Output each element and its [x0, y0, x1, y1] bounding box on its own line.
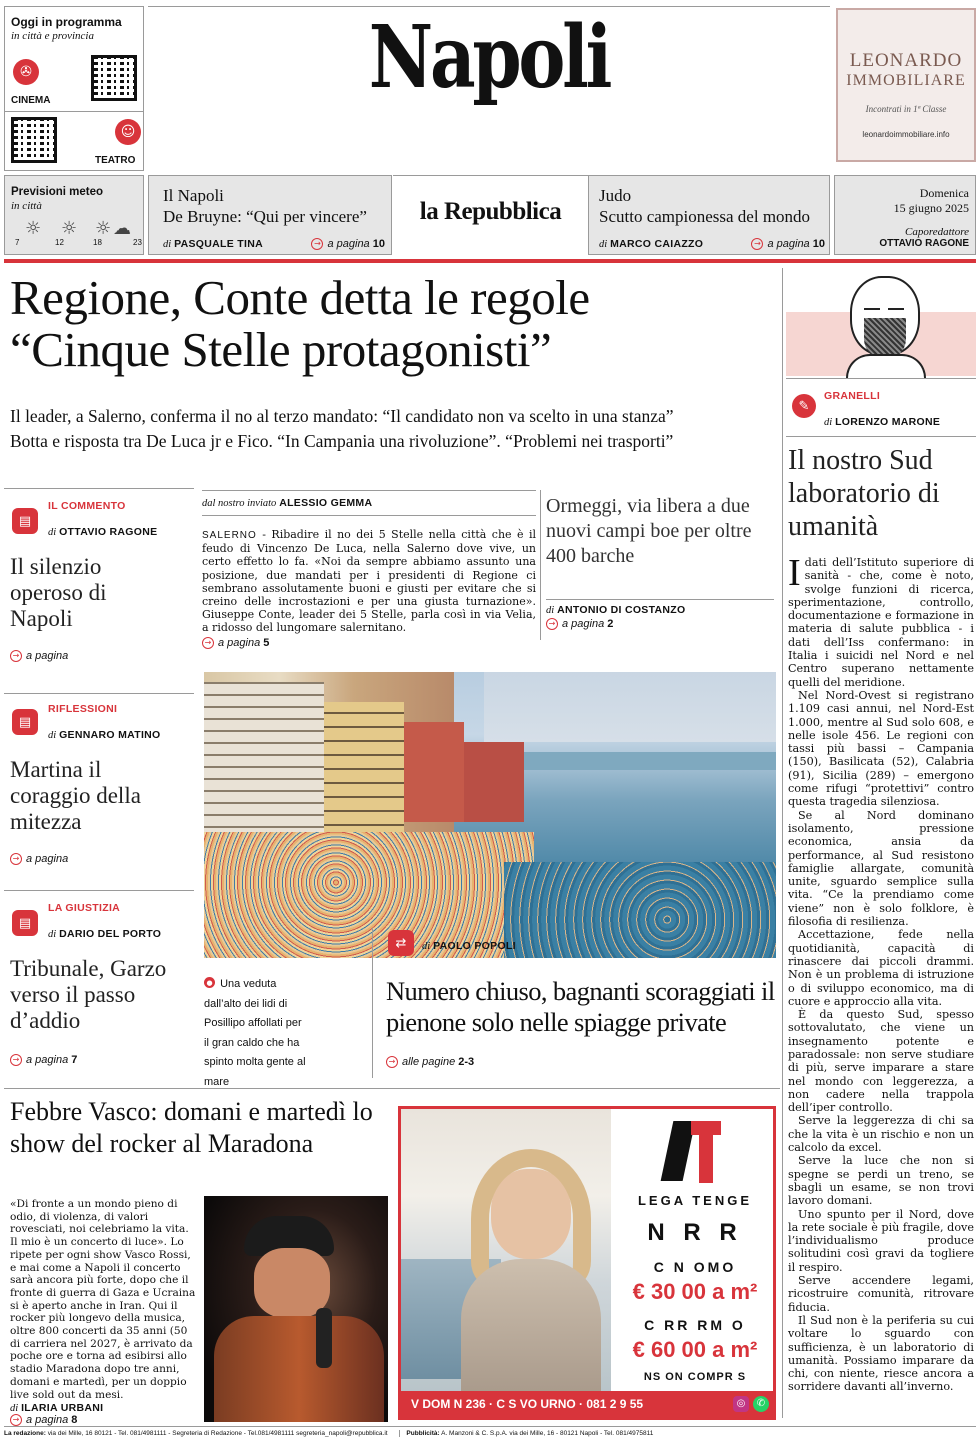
teaser-headline: De Bruyne: “Qui per vincere”	[163, 207, 367, 226]
repubblica-logo[interactable]: la Repubblica	[419, 198, 562, 225]
ad-price: € 30 00 a m²	[632, 1279, 758, 1304]
ad-lega-tenge[interactable]	[398, 1106, 776, 1420]
vasco-page-link[interactable]: → a pagina 8	[10, 1414, 196, 1426]
ad-leonardo-brand2: IMMOBILIARE	[846, 72, 966, 89]
ormeggi-article[interactable]	[546, 490, 774, 630]
ad-line: C RR RM O	[644, 1317, 746, 1333]
teaser-page-link[interactable]: → a pagina 10	[751, 238, 825, 250]
pen-icon: ✎	[792, 394, 816, 418]
author-portrait	[842, 268, 928, 376]
ad-line: C N OMO	[653, 1259, 737, 1275]
meteo-subtitle: in città	[11, 200, 42, 212]
vasco-photo	[204, 1196, 388, 1422]
vasco-headline: Febbre Vasco: domani e martedì lo show del rocker al Maradona	[10, 1097, 373, 1158]
teaser-napoli[interactable]	[148, 175, 392, 255]
programma-title: Oggi in programma	[11, 15, 122, 29]
teaser-headline: Scutto campionessa del mondo	[599, 207, 811, 226]
meteo-temp: 12	[55, 238, 64, 247]
right-column-divider	[782, 268, 783, 1418]
editor-name: OTTAVIO RAGONE	[879, 238, 969, 249]
cinema-label[interactable]: CINEMA	[11, 95, 51, 106]
lead-article[interactable]	[202, 490, 536, 649]
teaser-byline: di PASQUALE TINA	[163, 238, 263, 250]
granelli-tag: GRANELLI	[824, 390, 881, 402]
ad-leonardo-url: leonardoimmobiliare.info	[862, 130, 950, 139]
granelli-byline: di LORENZO MARONE	[824, 416, 941, 428]
lead-article-text: SALERNO - Ribadire il no dei 5 Stelle nella città che è il feudo di Vincenzo De Luca, nella Salerno dove vive, un certo effetto lo fa. «Noi da sempre abbiamo assunto una posizione, due mandati per i presidenti di Regione ci sembrano assolutamente buoni e giusti per evitare che si creino delle incrostazioni e per una giusta turnazione». Giuseppe Conte, leader dei 5 Stelle, parla così in via Velia, a ridosso del lungomare salernitano.	[202, 528, 536, 635]
column-divider	[540, 490, 541, 640]
meteo-box	[4, 175, 144, 255]
teatro-icon[interactable]: ☺	[115, 119, 141, 145]
sun-icon: ☼	[25, 218, 42, 239]
opinion-byline: di GENNARO MATINO	[48, 729, 161, 741]
granelli-headline: Il nostro Sud laboratorio di umanità	[788, 445, 940, 542]
lead-inviato: dal nostro inviato ALESSIO GEMMA	[202, 497, 373, 509]
footer-redazione: via dei Mille, 16 80121 - Tel. 081/4981111 - Segreteria di Redazione - Tel.081/4981111 segreteria_napoli@repubblica.it	[47, 1430, 388, 1437]
meteo-title: Previsioni meteo	[11, 186, 104, 198]
opinion-item[interactable]	[4, 890, 194, 1083]
teatro-qr-code[interactable]	[11, 117, 57, 163]
cloud-sun-icon: ☁	[113, 218, 131, 239]
date-day: Domenica	[919, 186, 969, 200]
ad-footer: V DOM N 236 · C S VO URNO · 081 2 9 55	[401, 1391, 773, 1417]
teaser-judo[interactable]	[588, 175, 830, 255]
ad-price: € 60 00 a m²	[632, 1337, 758, 1362]
whatsapp-icon[interactable]: ✆	[753, 1396, 769, 1412]
opinion-title: Martina il coraggio della mitezza	[10, 757, 141, 834]
vasco-body	[10, 1198, 196, 1426]
opinion-title: Tribunale, Garzo verso il passo d’addio	[10, 956, 167, 1033]
opinion-title: Il silenzio operoso di Napoli	[10, 554, 107, 631]
date-box	[834, 175, 976, 255]
lega-tenge-logo	[663, 1117, 725, 1187]
sun-icon: ☼	[95, 218, 112, 239]
vasco-article[interactable]	[10, 1096, 390, 1160]
lead-sub2: Botta e risposta tra De Luca jr e Fico. “In Campania una rivoluzione”. “Problemi nei trasporti”	[10, 431, 674, 451]
bagnanti-headline: Numero chiuso, bagnanti scoraggiati il pienone solo nelle spiagge private	[386, 976, 775, 1037]
link-icon: ⇄	[388, 930, 414, 956]
teatro-label[interactable]: TEATRO	[95, 155, 136, 166]
opinion-item[interactable]	[4, 693, 194, 893]
ormeggi-page-link[interactable]: → a pagina 2	[546, 618, 774, 630]
column-divider	[372, 928, 373, 1078]
editor-role: Caporedattore	[905, 226, 969, 238]
section-divider	[4, 1088, 780, 1089]
ad-leonardo[interactable]	[836, 8, 976, 162]
opinion-page-link[interactable]: → a pagina	[10, 853, 68, 865]
vasco-byline: di ILARIA URBANI	[10, 1402, 104, 1415]
bagnanti-page-link[interactable]: → alle pagine 2-3	[386, 1056, 474, 1068]
teaser-byline: di MARCO CAIAZZO	[599, 238, 704, 250]
ormeggi-headline: Ormeggi, via libera a due nuovi campi boe per oltre 400 barche	[546, 495, 752, 567]
teaser-section: Judo	[599, 186, 632, 205]
sun-icon: ☼	[61, 218, 78, 239]
ad-line: NS ON COMPR S	[643, 1371, 747, 1383]
lead-subheadline	[10, 404, 785, 454]
opinion-column	[4, 488, 194, 1083]
opinion-tag: LA GIUSTIZIA	[48, 902, 121, 914]
ad-leonardo-slogan: Incontrati in 1ª Classe	[865, 104, 947, 114]
masthead-box	[148, 6, 830, 171]
granelli-text: Idati dell’Istituto superiore di sanità - che, come è noto, svolge funzioni di ricerca, sperimentazione, controllo, documentazione e formazione in materia di salute pubblica - i dati dell’Iss confermano: in Italia i suicidi nel Nord e nel Centro superano nettamente quelli del meridione. Nel Nord-Ovest si registrano 1.109 casi annui, nel Nord-Est 1.000, mentre al Sud solo 608, e nelle isole 456. Le regioni con tassi più bassi – Campania (150), Basilicata (52), Calabria (91), Sicilia (289) – emergono come rifugi “protettivi” contro questa tragedia silenziosa. Se al Nord dominano isolamento, pressione economica, ansia da performance, al Sud resistono famiglie allargate, comunità unite, sguardo semplice sulla vita. “Ce la prendiamo come viene” non è solo folklore, è filosofia di resilienza. Accettazione, fede nella quotidianità, capacità di rinascere dai piccoli drammi. Non è un problema di istruzione o di sviluppo economico, ma di cuore e approccio alla vita. È da questo Sud, spesso sottovalutato, che viene un insegnamento potente e paradossale: non serve studiare di più, serve imparare a stare nel mondo con leggerezza, a non cadere nella trappola dell’iper controllo. Serve la leggerezza di chi sa che la vita è un rischio e non un calcolo da excel. Serve la luce che non si spegne se perdi un treno, se sbagli un esame, se non trovi lavoro domani. Uno spunto per il Nord, dove la rete sociale è più fragile, dove l’individualismo produce solitudini così gravi da togliere il respiro. Serve accendere legami, ricostruire comunità, ritrovare fiducia. Il Sud non è la periferia su cui voltare lo sguardo con sufficienza, è un laboratorio di umanità. Possiamo imparare da chi, con niente, riesce ancora a sorridere davanti all’inverno.	[788, 552, 974, 1394]
teaser-page-link[interactable]: → a pagina 10	[311, 238, 385, 250]
vasco-text: «Di fronte a un mondo pieno di odio, di violenza, di valori rovesciati, noi celebriamo la vita. Il mio è un concerto di luce». Lo ripete per ogni show Vasco Rossi, e mai come a Napoli il concerto sarà ancora più forte, dopo che il fronte di guerra di Gaza e Ucraina si è aperto anche in Iran. Qui il rocker più longevo della musica, oltre 800 concerti da 35 anni (50 di carriera nel 2027, è arrivato da poche ore e torna ad esibirsi allo stadio Maradona dopo tre anni, domani e martedì, per un doppio live sold out da mesi.	[10, 1198, 196, 1401]
lead-headline[interactable]	[10, 272, 780, 376]
lega-tenge-brand: LEGA TENGE	[637, 1193, 753, 1208]
lead-headline-line1: Regione, Conte detta le regole	[10, 270, 590, 325]
programma-subtitle: in città e provincia	[11, 30, 94, 42]
ad-leonardo-brand: LEONARDO	[849, 50, 963, 71]
opinion-tag: RIFLESSIONI	[48, 703, 118, 715]
comment-icon: ▤	[12, 508, 38, 534]
opinion-byline: di OTTAVIO RAGONE	[48, 526, 158, 538]
opinion-item[interactable]	[4, 488, 194, 688]
meteo-temp: 7	[15, 238, 20, 247]
red-rule	[4, 259, 976, 263]
footer-pubblicita: A. Manzoni & C. S.p.A. via dei Mille, 16 - 80121 Napoli - Tel. 081/4975811	[441, 1430, 654, 1437]
bagnanti-byline: di PAOLO POPOLI	[422, 940, 516, 952]
programma-box	[4, 6, 144, 171]
meteo-temp: 23	[133, 238, 142, 247]
photo-caption: ● Una veduta dall’alto dei lidi di Posillipo affollati per il gran caldo che ha spinto molta gente al mare	[204, 978, 306, 1088]
opinion-page-link[interactable]: → a pagina 7	[10, 1054, 77, 1066]
camera-icon: ●	[204, 977, 215, 988]
meteo-temp: 18	[93, 238, 102, 247]
cinema-qr-code[interactable]	[91, 55, 137, 101]
date-full: 15 giugno 2025	[893, 201, 969, 215]
opinion-tag: IL COMMENTO	[48, 500, 126, 512]
teaser-section: Il Napoli	[163, 186, 224, 205]
posillipo-photo	[204, 672, 776, 958]
opinion-page-link[interactable]: → a pagina	[10, 650, 68, 662]
opinion-byline: di DARIO DEL PORTO	[48, 928, 162, 940]
repubblica-logo-box	[393, 175, 588, 255]
masthead-title[interactable]: Napoli	[368, 7, 610, 108]
instagram-icon[interactable]: ◎	[733, 1396, 749, 1412]
cinema-icon[interactable]: ✇	[13, 59, 39, 85]
lead-page-link[interactable]: → a pagina 5	[202, 637, 536, 649]
ormeggi-byline: di ANTONIO DI COSTANZO	[546, 604, 686, 616]
comment-icon: ▤	[12, 709, 38, 735]
comment-icon: ▤	[12, 910, 38, 936]
page-footer: La redazione: via dei Mille, 16 80121 - Tel. 081/4981111 - Segreteria di Redazione - Tel.081/4981111 segreteria_napoli@repubblica.it Pubblicità: A. Manzoni & C. S.p.A. via dei Mille, 16 - 80121 Napoli - Tel. 081/4975811	[4, 1426, 976, 1442]
lead-headline-line2: “Cinque Stelle protagonisti”	[10, 322, 552, 377]
ad-line: N R R	[647, 1219, 743, 1246]
lead-sub1: Il leader, a Salerno, conferma il no al terzo mandato: “Il candidato non va scelto in una stanza”	[10, 406, 674, 426]
